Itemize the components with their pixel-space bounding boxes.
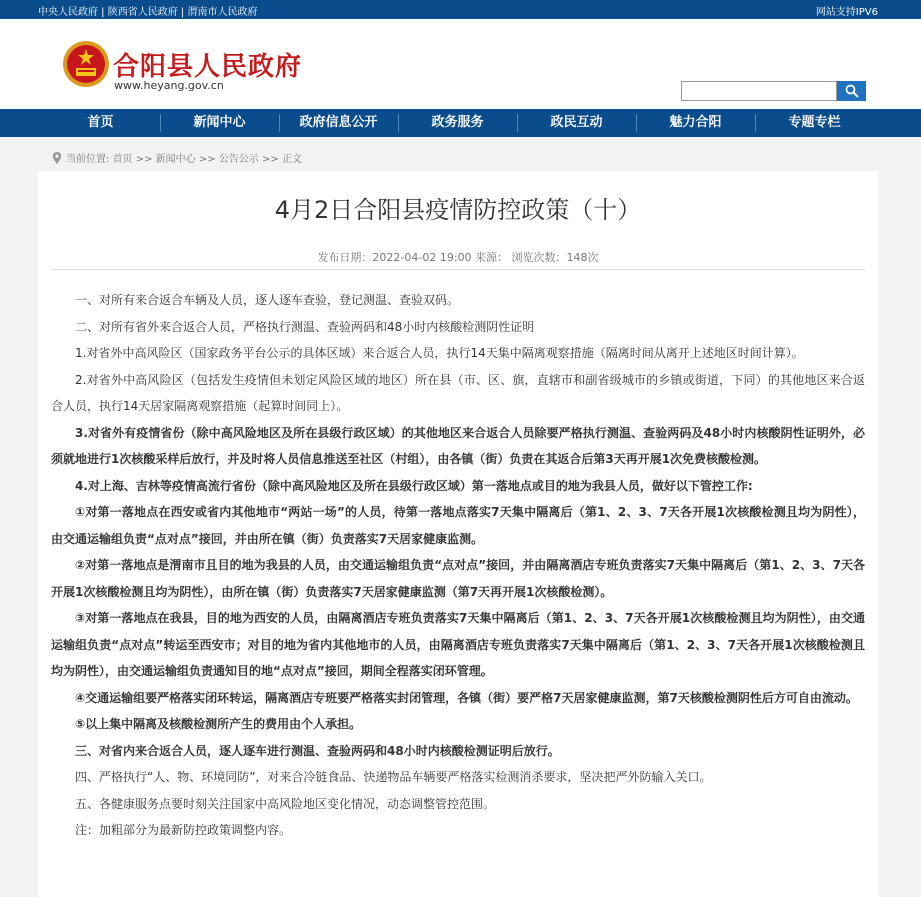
- gov-link-central[interactable]: 中央人民政府: [38, 7, 98, 18]
- article-paragraph: 1.对省外中高风险区（国家政务平台公示的具体区域）来合返合人员，执行14天集中隔离观察措施（隔离时间从离开上述地区时间计算）。: [75, 346, 804, 360]
- article-meta: 发布日期：2022-04-02 19:00 来源： 浏览次数：148次: [317, 251, 599, 264]
- gov-link-weinan[interactable]: 渭南市人民政府: [187, 7, 258, 18]
- breadcrumb-notices[interactable]: 公告公示: [218, 154, 259, 165]
- nav-item-topics[interactable]: 专题专栏: [755, 109, 874, 137]
- site-title[interactable]: 合阳县人民政府: [113, 52, 303, 82]
- gov-link-shaanxi[interactable]: 陕西省人民政府: [107, 7, 178, 18]
- article-paragraph: ①对第一落地点在西安或省内其他地市“两站一场”的人员，待第一落地点落实7天集中隔离后（第1、2、3、7天各开展1次核酸检测且均为阴性），由交通运输组负责“点对点”接回，并由所在镇（街）负责落实7天居家健康监测。: [51, 505, 865, 546]
- article-paragraph: 2.对省外中高风险区（包括发生疫情但未划定风险区域的地区）所在县（市、区、旗，直辖市和副省级城市的乡镇或街道，下同）的其他地区来合返合人员，执行14天居家隔离观察措施（起算时间同上）。: [51, 372, 865, 413]
- nav-item-charm[interactable]: 魅力合阳: [636, 109, 755, 137]
- breadcrumb-news[interactable]: 新闻中心: [155, 154, 196, 165]
- article-paragraph: 二、对所有省外来合返合人员，严格执行测温、查验两码和48小时内核酸检测阴性证明: [75, 319, 535, 334]
- article-paragraph: 4.对上海、吉林等疫情高流行省份（除中高风险地区及所在县级行政区域）第一落地点或目的地为我县人员，做好以下管控工作:: [75, 478, 753, 493]
- nav-item-news[interactable]: 新闻中心: [160, 109, 279, 137]
- breadcrumb: [52, 150, 302, 165]
- location-pin-icon: [52, 152, 62, 164]
- search-input[interactable]: [681, 81, 837, 101]
- nav-item-interaction[interactable]: 政民互动: [517, 109, 636, 137]
- article-title: 4月2日合阳县疫情防控政策（十）: [274, 196, 642, 224]
- site-header: [0, 19, 921, 109]
- link-separator: |: [98, 7, 108, 18]
- breadcrumb-home[interactable]: 首页: [112, 154, 133, 165]
- article-paragraph: ④交通运输组要严格落实闭环转运，隔离酒店专班要严格落实封闭管理，各镇（街）要严格7天居家健康监测，第7天核酸检测阴性后方可自由流动。: [75, 690, 858, 705]
- search-icon: [845, 84, 859, 98]
- ipv6-label: 网站支持IPV6: [815, 7, 878, 18]
- article-paragraph: ③对第一落地点在我县，目的地为西安的人员，由隔离酒店专班负责落实7天集中隔离后（第1、2、3、7天各开展1次核酸检测且均为阴性），由交通运输组负责“点对点”转运至西安市；对目的地为省内其他地市的人员，由隔离酒店专班负责落实7天集中隔离后（第1、2、3、7天各开展1次核酸检测且均为阴性），由交通运输组负责通知目的地“点对点”接回，期间全程落实闭环管理。: [51, 611, 865, 678]
- nav-item-gov-info[interactable]: 政府信息公开: [279, 109, 398, 137]
- main-nav: [0, 109, 921, 137]
- breadcrumb-current: 正文: [281, 154, 302, 165]
- link-separator: |: [177, 7, 188, 18]
- gov-links: [38, 3, 257, 18]
- search-button[interactable]: [837, 81, 866, 101]
- site-url: www.heyang.gov.cn: [114, 79, 224, 92]
- nav-item-gov-services[interactable]: 政务服务: [398, 109, 517, 137]
- article-paragraph: 五、各健康服务点要时刻关注国家中高风险地区变化情况，动态调整管控范围。: [75, 796, 496, 811]
- article-paragraph: 3.对省外有疫情省份（除中高风险地区及所在县级行政区域）的其他地区来合返合人员除要严格执行测温、查验两码及48小时内核酸阴性证明外，必须就地进行1次核酸采样后放行，并及时将人员信息推送至社区（村组），由各镇（街）负责在其返合后第3天再开展1次免费核酸检测。: [51, 425, 865, 466]
- top-bar: [0, 0, 921, 19]
- article-panel: [38, 171, 878, 897]
- nav-item-home[interactable]: 首页: [87, 115, 114, 130]
- article-paragraph: 三、对省内来合返合人员，逐人逐车进行测温、查验两码和48小时内核酸检测证明后放行。: [75, 743, 560, 758]
- national-emblem-icon: [62, 40, 110, 88]
- article-paragraph: ⑤以上集中隔离及核酸检测所产生的费用由个人承担。: [75, 717, 362, 731]
- article-paragraph: 一、对所有来合返合车辆及人员，逐人逐车查验，登记测温、查验双码。: [75, 293, 460, 307]
- article-paragraph: ②对第一落地点是渭南市且目的地为我县的人员，由交通运输组负责“点对点”接回，并由隔离酒店专班负责落实7天集中隔离后（第1、2、3、7天各开展1次核酸检测且均为阴性），由所在镇（街）负责落实7天居家健康监测（第7天再开展1次核酸检测）。: [51, 558, 865, 599]
- article-paragraph: 四、严格执行“人、物、环境同防”，对来合冷链食品、快递物品车辆要严格落实检测消杀要求，坚决把严外防输入关口。: [75, 770, 712, 784]
- breadcrumb-separator: >>: [132, 154, 156, 165]
- breadcrumb-separator: >>: [195, 154, 219, 165]
- breadcrumb-prefix: 当前位置:: [66, 154, 110, 165]
- title-divider: [51, 269, 865, 270]
- breadcrumb-separator: >>: [258, 154, 282, 165]
- article-paragraph: 注：加粗部分为最新防控政策调整内容。: [75, 823, 292, 837]
- article-body: [51, 287, 865, 844]
